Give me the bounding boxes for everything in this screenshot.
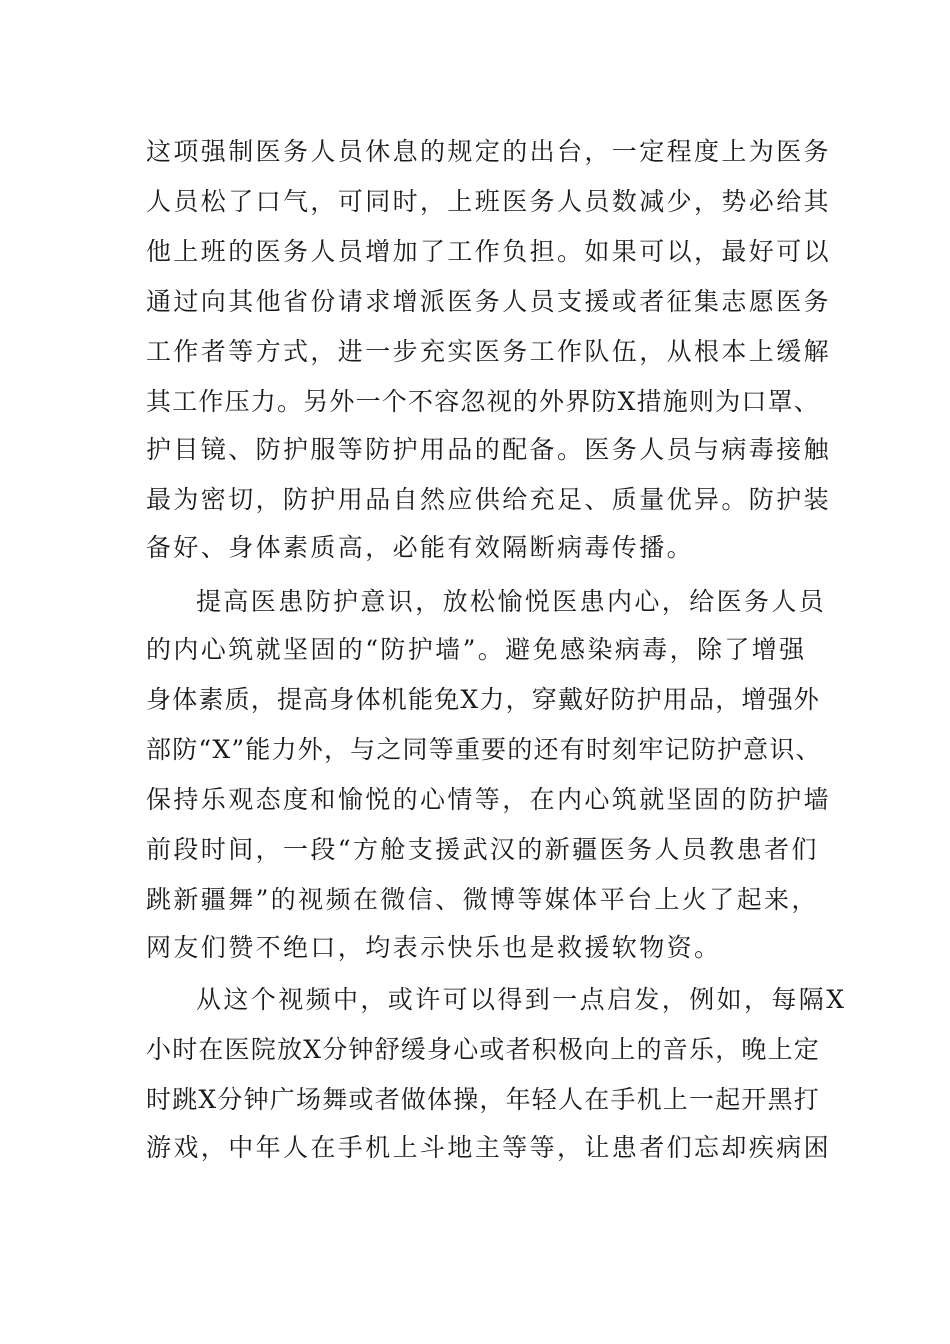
text-line: 前段时间，一段“方舱支援武汉的新疆医务人员教患者们 (146, 835, 819, 864)
text-line: 小时在医院放X分钟舒缓身心或者积极向上的音乐，晚上定 (146, 1035, 821, 1064)
text-line: 的内心筑就坚固的“防护墙”。避免感染病毒，除了增强 (146, 635, 807, 664)
text-line: 通过向其他省份请求增派医务人员支援或者征集志愿医务 (146, 287, 832, 316)
text-line: 部防“X”能力外，与之同等重要的还有时刻牢记防护意识、 (146, 735, 822, 764)
text-line: 最为密切，防护用品自然应供给充足、质量优异。防护装 (146, 485, 832, 514)
text-line: 工作者等方式，进一步充实医务工作队伍，从根本上缓解 (146, 337, 832, 366)
text-line: 提高医患防护意识，放松愉悦医患内心，给医务人员 (196, 587, 827, 616)
text-line: 跳新疆舞”的视频在微信、微博等媒体平台上火了起来， (146, 885, 819, 914)
text-line: 网友们赞不绝口，均表示快乐也是救援软物资。 (146, 933, 722, 962)
text-line: 身体素质，提高身体机能免X力，穿戴好防护用品，增强外 (146, 685, 821, 714)
text-line: 保持乐观态度和愉悦的心情等，在内心筑就坚固的防护墙 (146, 785, 832, 814)
text-line: 人员松了口气，可同时，上班医务人员数减少，势必给其 (146, 187, 832, 216)
text-line: 时跳X分钟广场舞或者做体操，年轻人在手机上一起开黑打 (146, 1085, 821, 1114)
text-line: 他上班的医务人员增加了工作负担。如果可以，最好可以 (146, 237, 832, 266)
text-line: 护目镜、防护服等防护用品的配备。医务人员与病毒接触 (146, 435, 832, 464)
text-line: 其工作压力。另外一个不容忽视的外界防X措施则为口罩、 (146, 387, 821, 416)
text-line: 游戏，中年人在手机上斗地主等等，让患者们忘却疾病困 (146, 1133, 832, 1162)
text-line: 这项强制医务人员休息的规定的出台，一定程度上为医务 (146, 137, 832, 166)
text-line: 备好、身体素质高，必能有效隔断病毒传播。 (146, 533, 695, 562)
text-line: 从这个视频中，或许可以得到一点启发，例如，每隔X (196, 985, 847, 1014)
